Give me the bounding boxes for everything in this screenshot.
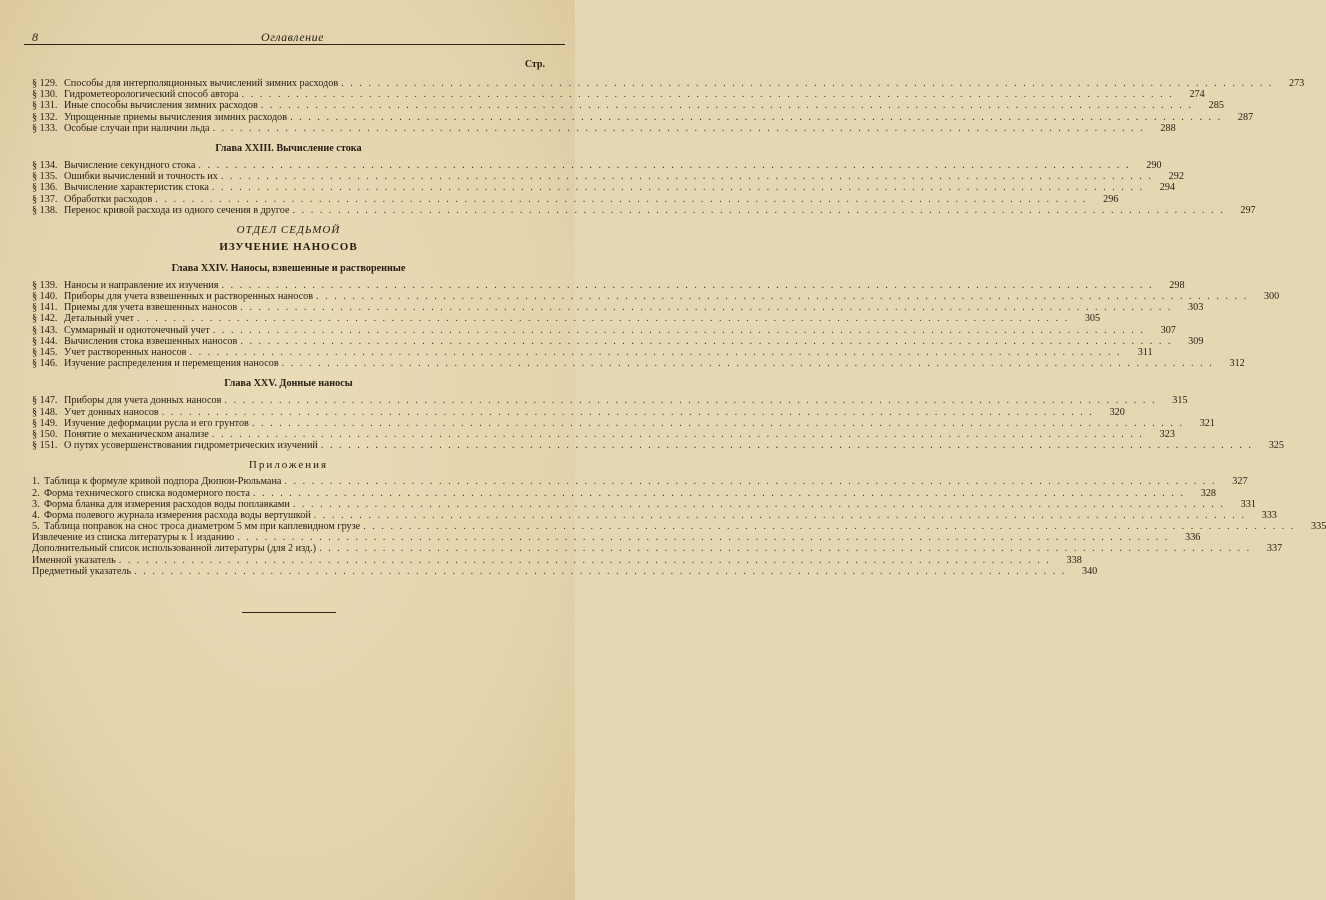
- entry-page: 296: [1103, 193, 1119, 205]
- dot-leader: [363, 521, 1295, 532]
- entry-title: Ошибки вычислений и точность их: [64, 171, 218, 183]
- entry-title: Таблица к формуле кривой подпора Дюпюи-Рюльмана: [44, 476, 282, 488]
- chapter-heading: Глава XXIV. Наносы, взвешенные и растворенные: [171, 262, 406, 274]
- entry-page: 320: [1109, 406, 1125, 418]
- dot-leader: [314, 510, 1246, 521]
- chapter-heading: Глава XXIII. Вычисление стока: [215, 142, 362, 154]
- entry-title: Изучение деформации русла и его грунтов: [64, 417, 249, 429]
- toc-entry: [32, 78, 1305, 89]
- dot-leader: [253, 488, 1185, 499]
- department-heading: ОТДЕЛ СЕДЬМОЙ: [236, 223, 341, 236]
- toc-section: [32, 223, 1280, 370]
- dot-leader: [290, 112, 1222, 123]
- appendix-heading: Приложения: [248, 459, 329, 472]
- toc-section: [32, 142, 1256, 216]
- dot-leader: [221, 280, 1153, 291]
- dot-leader: [293, 205, 1225, 216]
- entry-title: Дополнительный список использованной литературы (для 2 изд.): [32, 543, 317, 555]
- dot-leader: [155, 194, 1087, 205]
- entry-title: Способы для интерполяционных вычислений зимних расходов: [64, 78, 339, 89]
- entry-number: 2.: [32, 487, 40, 499]
- entry-page: 337: [1266, 543, 1283, 555]
- entry-page: 292: [1168, 171, 1184, 183]
- entry-title: Вычисление характеристик стока: [64, 182, 209, 194]
- entry-page: 333: [1261, 509, 1277, 521]
- toc-entry: [32, 122, 1176, 134]
- entry-page: 303: [1188, 302, 1204, 314]
- entry-number: § 129.: [32, 78, 58, 89]
- entry-number: § 136.: [32, 182, 58, 194]
- toc-entry: [32, 111, 1254, 123]
- table-of-contents: [32, 58, 1326, 577]
- entry-page: 307: [1160, 324, 1176, 336]
- dot-leader: [240, 302, 1172, 313]
- entry-title: О путях усовершенствования гидрометрических изучений: [64, 440, 318, 452]
- dot-leader: [242, 89, 1174, 100]
- entry-number: § 150.: [32, 428, 58, 440]
- entry-page: 298: [1169, 279, 1185, 291]
- dot-leader: [224, 395, 1156, 406]
- entry-title: Упрощенные приемы вычисления зимних расходов: [64, 111, 288, 123]
- toc-entry: [32, 193, 1119, 205]
- entry-number: 5.: [32, 521, 40, 533]
- dot-leader: [282, 358, 1214, 369]
- department-title: ИЗУЧЕНИЕ НАНОСОВ: [219, 240, 358, 253]
- dot-leader: [221, 171, 1153, 182]
- entry-number: § 130.: [32, 89, 58, 101]
- toc-entry: [32, 395, 1188, 407]
- entry-number: § 147.: [32, 395, 58, 407]
- entry-page: 336: [1185, 532, 1201, 544]
- toc-entry: [32, 324, 1176, 336]
- dot-leader: [261, 100, 1193, 111]
- toc-entry: [32, 313, 1101, 325]
- entry-page: 287: [1237, 111, 1254, 123]
- entry-page: 311: [1137, 347, 1153, 358]
- entry-page: 273: [1288, 78, 1305, 89]
- entry-page: 285: [1208, 100, 1224, 112]
- toc-entry: [32, 428, 1175, 440]
- entry-page: 288: [1160, 122, 1176, 134]
- toc-section: [32, 377, 1284, 452]
- entry-title: Понятие о механическом анализе: [64, 428, 209, 440]
- dot-leader: [252, 418, 1184, 429]
- entry-page: 274: [1189, 89, 1205, 101]
- dot-leader: [319, 543, 1251, 554]
- toc-entry: [32, 347, 1153, 358]
- toc-entry: [32, 279, 1185, 291]
- entry-page: 340: [1081, 565, 1098, 577]
- appendix-entry: [32, 498, 1256, 510]
- chapter-heading: Глава XXV. Донные наносы: [224, 378, 353, 390]
- entry-page: 297: [1240, 204, 1256, 216]
- entry-title: Наносы и направление их изучения: [64, 279, 219, 291]
- entry-number: § 133.: [32, 122, 58, 134]
- toc-section: [32, 78, 1305, 134]
- end-rule: [242, 612, 336, 613]
- toc-entry: [32, 358, 1245, 370]
- appendix-entry: [32, 565, 1098, 577]
- toc-entry: [32, 100, 1224, 112]
- appendix-entry: [32, 521, 1326, 533]
- entry-page: 335: [1311, 521, 1326, 533]
- dot-leader: [240, 336, 1172, 347]
- entry-page: 294: [1159, 182, 1176, 194]
- dot-leader: [162, 407, 1094, 418]
- entry-number: § 144.: [32, 335, 58, 347]
- entry-page: 309: [1188, 335, 1204, 347]
- dot-leader: [137, 313, 1069, 324]
- dot-leader: [212, 182, 1144, 193]
- entry-page: 290: [1146, 159, 1162, 171]
- entry-title: Особые случаи при наличии льда: [64, 122, 210, 134]
- entry-number: § 132.: [32, 111, 58, 123]
- entry-number: § 145.: [32, 347, 58, 358]
- appendix-entry: [32, 532, 1201, 544]
- entry-title: Вычисление секундного стока: [64, 159, 196, 171]
- entry-number: § 131.: [32, 100, 58, 112]
- entry-number: § 141.: [32, 302, 58, 314]
- entry-number: § 149.: [32, 417, 58, 429]
- page-column-heading: Стр.: [524, 59, 545, 70]
- entry-title: Гидрометеорологический способ автора: [64, 89, 239, 101]
- dot-leader: [341, 78, 1273, 89]
- entry-number: § 142.: [32, 313, 58, 325]
- entry-title: Иные способы вычисления зимних расходов: [64, 100, 258, 112]
- entry-page: 300: [1263, 291, 1280, 303]
- appendix-section: [32, 458, 1326, 577]
- toc-entry: [32, 89, 1205, 101]
- page-number: 8: [32, 30, 38, 44]
- entry-title: Именной указатель: [32, 554, 116, 566]
- running-title: Оглавление: [261, 30, 324, 44]
- entry-title: Форма бланка для измерения расходов воды поплавками: [44, 498, 290, 510]
- dot-leader: [212, 429, 1144, 440]
- toc-entry: [32, 335, 1204, 347]
- appendix-entry: [32, 509, 1277, 521]
- entry-title: Учет растворенных наносов: [64, 347, 187, 358]
- entry-page: 331: [1240, 498, 1256, 510]
- header-rule: [24, 44, 565, 45]
- entry-page: 321: [1199, 417, 1215, 429]
- entry-title: Приборы для учета взвешенных и растворенных наносов: [64, 291, 314, 303]
- appendix-entry: [32, 554, 1082, 566]
- entry-page: 338: [1066, 554, 1082, 566]
- entry-title: Приемы для учета взвешенных наносов: [64, 302, 238, 314]
- entry-title: Таблица поправок на снос троса диаметром 5 мм при каплевидном грузе: [44, 521, 361, 533]
- entry-title: Извлечение из списка литературы к 1 изданию: [32, 532, 235, 544]
- entry-title: Предметный указатель: [32, 565, 132, 577]
- dot-leader: [321, 440, 1253, 451]
- entry-number: § 138.: [32, 204, 58, 216]
- dot-leader: [198, 160, 1130, 171]
- entry-title: Вычисления стока взвешенных наносов: [64, 335, 238, 347]
- dot-leader: [213, 325, 1145, 336]
- entry-title: Форма полевого журнала измерения расхода воды вертушкой: [44, 509, 311, 521]
- dot-leader: [134, 566, 1066, 577]
- dot-leader: [213, 123, 1145, 134]
- toc-entry: [32, 302, 1204, 314]
- dot-leader: [189, 347, 1121, 358]
- entry-number: § 135.: [32, 171, 58, 183]
- entry-page: 315: [1172, 395, 1188, 407]
- entry-title: Изучение распределения и перемещения наносов: [64, 358, 279, 370]
- page-header: [32, 30, 553, 44]
- toc-entry: [32, 159, 1162, 171]
- toc-entry: [32, 406, 1125, 418]
- dot-leader: [293, 499, 1225, 510]
- entry-page: 327: [1232, 476, 1248, 488]
- appendix-entry: [32, 476, 1248, 488]
- entry-title: Обработки расходов: [64, 193, 153, 205]
- entry-number: 3.: [32, 498, 40, 510]
- dot-leader: [237, 532, 1169, 543]
- toc-entry: [32, 171, 1184, 183]
- entry-title: Учет донных наносов: [64, 406, 159, 418]
- entry-number: § 143.: [32, 324, 58, 336]
- toc-entry: [32, 440, 1284, 452]
- entry-page: 328: [1200, 487, 1217, 499]
- entry-page: 325: [1268, 440, 1284, 452]
- entry-page: 305: [1084, 313, 1101, 325]
- entry-number: 1.: [32, 476, 40, 488]
- appendix-entry: [32, 543, 1283, 555]
- entry-title: Приборы для учета донных наносов: [64, 395, 222, 407]
- entry-number: § 148.: [32, 406, 58, 418]
- entry-page: 323: [1159, 428, 1175, 440]
- entry-title: Форма технического списка водомерного поста: [44, 487, 250, 499]
- entry-number: § 146.: [32, 358, 58, 370]
- appendix-entry: [32, 487, 1217, 499]
- entry-number: § 139.: [32, 279, 58, 291]
- entry-number: § 134.: [32, 159, 58, 171]
- entry-number: § 140.: [32, 291, 58, 303]
- entry-number: § 151.: [32, 440, 58, 452]
- toc-entry: [32, 204, 1256, 216]
- entry-title: Перенос кривой расхода из одного сечения в другое: [64, 204, 290, 216]
- entry-page: 312: [1229, 358, 1245, 370]
- entry-number: 4.: [32, 509, 40, 521]
- entry-title: Суммарный и одноточечный учет: [64, 324, 210, 336]
- entry-number: § 137.: [32, 193, 58, 205]
- dot-leader: [284, 476, 1216, 487]
- dot-leader: [316, 291, 1248, 302]
- toc-entry: [32, 182, 1176, 194]
- toc-entry: [32, 291, 1280, 303]
- entry-title: Детальный учет: [64, 313, 134, 325]
- dot-leader: [119, 555, 1051, 566]
- toc-entry: [32, 417, 1215, 429]
